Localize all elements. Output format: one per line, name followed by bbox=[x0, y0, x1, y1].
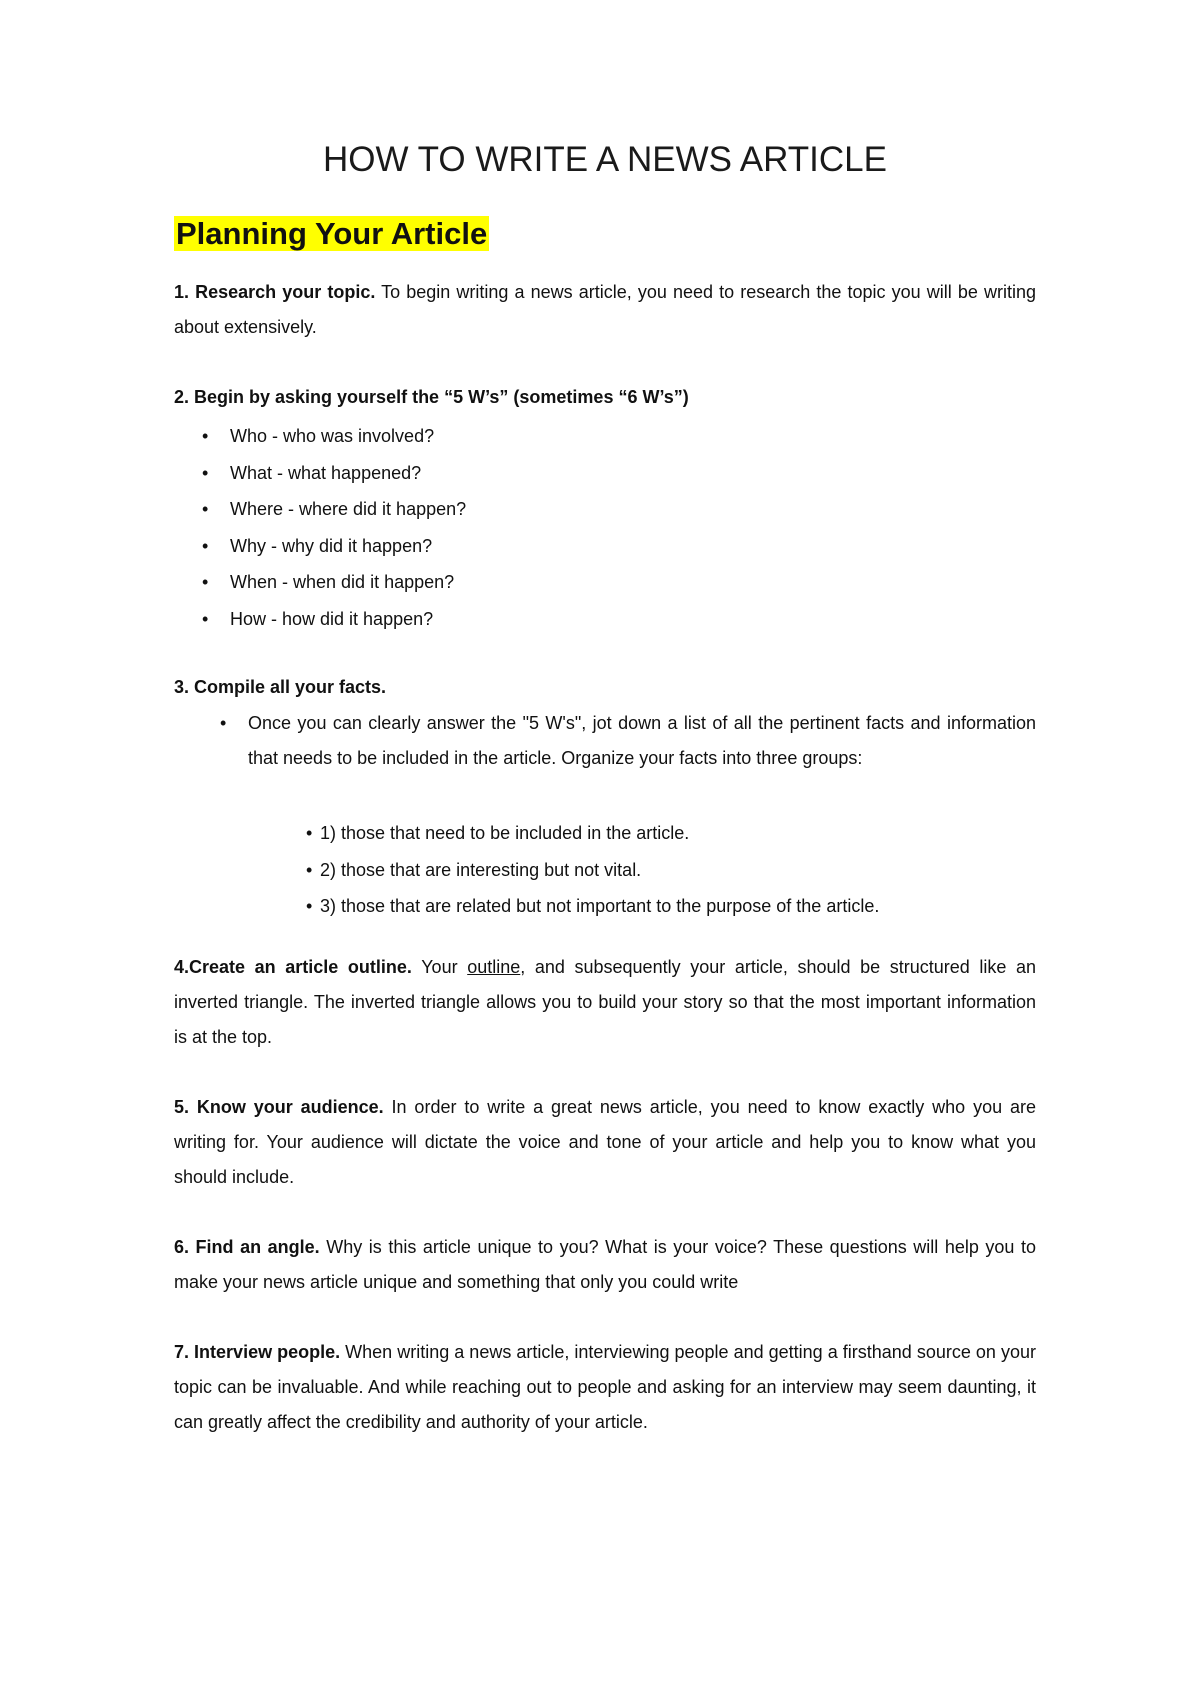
step-3-heading bbox=[174, 670, 1036, 705]
section-heading bbox=[174, 213, 489, 255]
list-item: • 1) those that need to be included in the article. bbox=[306, 815, 879, 852]
step-1-lead: 1. Research your topic. bbox=[174, 282, 376, 302]
list-item: • What - what happened? bbox=[202, 455, 466, 492]
compile-facts-list bbox=[220, 706, 1036, 776]
step-4-pre: Your bbox=[411, 957, 468, 977]
list-item: • Once you can clearly answer the "5 W's", jot down a list of all the pertinent facts and information that needs to be included in the article. Organize your facts into three groups: bbox=[220, 706, 1036, 776]
step-6-paragraph bbox=[174, 1230, 1036, 1300]
list-item: • When - when did it happen? bbox=[202, 564, 466, 601]
step-4-lead: 4.Create an article outline. bbox=[174, 957, 412, 977]
list-item: • Where - where did it happen? bbox=[202, 491, 466, 528]
step-5-lead: 5. Know your audience. bbox=[174, 1097, 384, 1117]
step-3-lead: 3. Compile all your facts. bbox=[174, 677, 387, 697]
step-6-text: Why is this article unique to you? What is your voice? These questions will help you to make your news article unique and something that only you could write bbox=[174, 1237, 1036, 1292]
list-item: • 2) those that are interesting but not vital. bbox=[306, 852, 879, 889]
list-item: • Who - who was involved? bbox=[202, 418, 466, 455]
step-5-text: In order to write a great news article, you need to know exactly who you are writing for. Your audience will dictate the voice and tone of your article and help you to know what you should include. bbox=[174, 1097, 1036, 1187]
step-1-paragraph bbox=[174, 275, 1036, 345]
list-item: • 3) those that are related but not important to the purpose of the article. bbox=[306, 888, 879, 925]
step-4-text: , and subsequently your article, should be structured like an inverted triangle. The inverted triangle allows you to build your story so that the most important information is at the top. bbox=[174, 957, 1037, 1047]
list-item: • How - how did it happen? bbox=[202, 601, 466, 638]
step-5-paragraph bbox=[174, 1090, 1036, 1195]
step-2-heading bbox=[174, 380, 1036, 415]
step-7-lead: 7. Interview people. bbox=[174, 1342, 341, 1362]
document-title: HOW TO WRITE A NEWS ARTICLE bbox=[323, 140, 887, 179]
step-1-text: To begin writing a news article, you need to research the topic you will be writing about extensively. bbox=[174, 282, 1036, 337]
five-ws-list bbox=[202, 418, 466, 637]
list-item: • Why - why did it happen? bbox=[202, 528, 466, 565]
step-6-lead: 6. Find an angle. bbox=[174, 1237, 320, 1257]
step-7-paragraph bbox=[174, 1335, 1036, 1440]
step-7-text: When writing a news article, interviewing people and getting a firsthand source on your topic can be invaluable. And while reaching out to people and asking for an interview may seem daunting, it can greatly affect the credibility and authority of your article. bbox=[174, 1342, 1036, 1432]
step-4-paragraph bbox=[174, 950, 1036, 1055]
step-2-lead: 2. Begin by asking yourself the “5 W’s” (sometimes “6 W’s”) bbox=[174, 387, 689, 407]
highlighted-heading-text: Planning Your Article bbox=[176, 216, 488, 251]
fact-groups-list bbox=[306, 815, 879, 925]
outline-link[interactable]: outline bbox=[467, 957, 521, 977]
